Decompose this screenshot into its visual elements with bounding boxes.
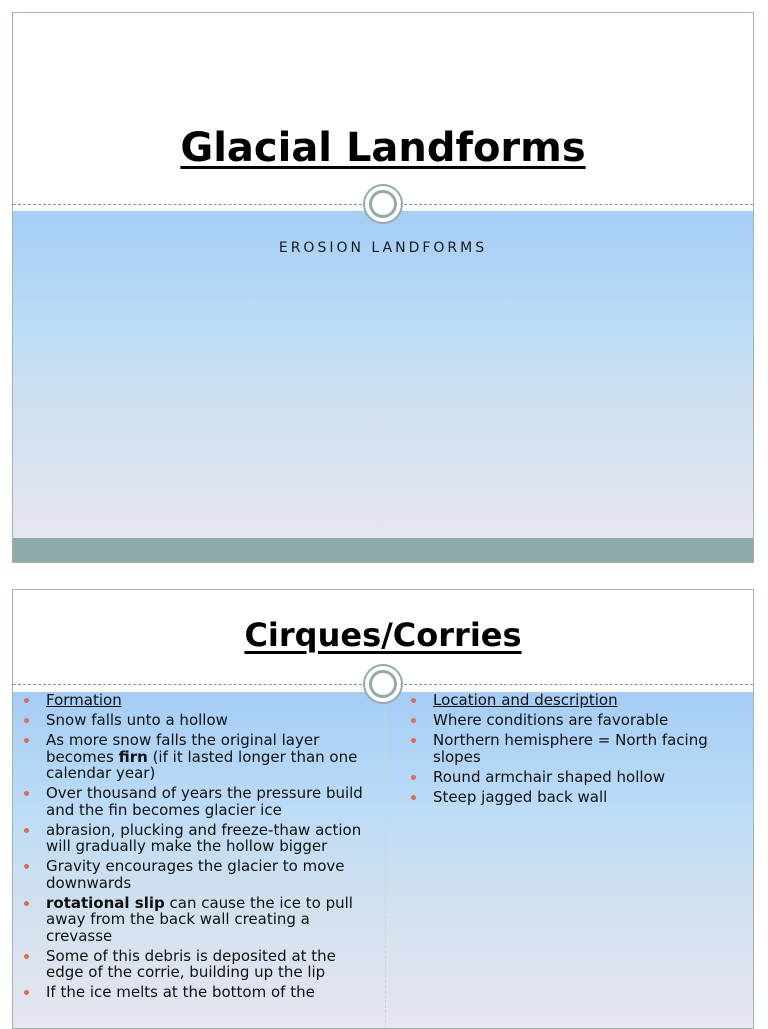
item-text: Some of this debris is deposited at the edge of the corrie, building up the lip (46, 946, 336, 981)
content-slide (12, 589, 754, 1029)
content-area (13, 692, 753, 1028)
list-item (408, 769, 748, 786)
item-text: If the ice melts at the bottom of the (46, 983, 315, 1001)
item-text: Snow falls unto a hollow (46, 711, 228, 729)
list-item (21, 858, 373, 891)
item-text: Steep jagged back wall (433, 787, 608, 806)
list-item (21, 895, 373, 945)
list-item (408, 789, 748, 806)
list-item (21, 948, 373, 981)
list-item (408, 732, 748, 765)
list-heading: Formation (21, 692, 373, 709)
slide-title: Cirques/Corries (244, 616, 522, 654)
item-text-continued: can cause the ice to pull away from the back wall creating a crevasse (46, 893, 353, 945)
item-text: Over thousand of years the pressure build and the fin becomes glacier ice (46, 784, 363, 819)
list-item (408, 712, 748, 729)
footer-band (13, 538, 753, 563)
item-text: Where conditions are favorable (433, 711, 669, 729)
item-bold-term: firn (118, 747, 148, 766)
ring-ornament-icon (363, 184, 403, 224)
list-item (21, 785, 373, 818)
title-slide (12, 12, 754, 563)
item-text: As more snow falls the original layer becomes (46, 731, 320, 766)
list-item (21, 822, 373, 855)
item-text: Round armchair shaped hollow (433, 767, 666, 786)
ring-ornament-icon (363, 664, 403, 704)
location-list (408, 692, 748, 809)
item-text: Gravity encourages the glacier to move downwards (46, 857, 345, 892)
list-heading: Location and description (408, 692, 748, 709)
list-item (21, 712, 373, 729)
list-item (21, 984, 373, 1001)
item-text: abrasion, plucking and freeze-thaw action will gradually make the hollow bigger (46, 820, 362, 855)
item-bold-term: rotational slip (46, 893, 165, 912)
item-text-continued: (if it lasted longer than one calendar year) (46, 747, 358, 782)
formation-list (21, 692, 373, 1004)
slide-subtitle: EROSION LANDFORMS (278, 240, 488, 256)
subtitle-area (13, 211, 753, 538)
list-item (21, 732, 373, 782)
slide-title: Glacial Landforms (180, 125, 586, 171)
title-area (13, 13, 753, 204)
column-divider (385, 692, 386, 1028)
item-text: Northern hemisphere = North facing slopes (433, 731, 708, 766)
